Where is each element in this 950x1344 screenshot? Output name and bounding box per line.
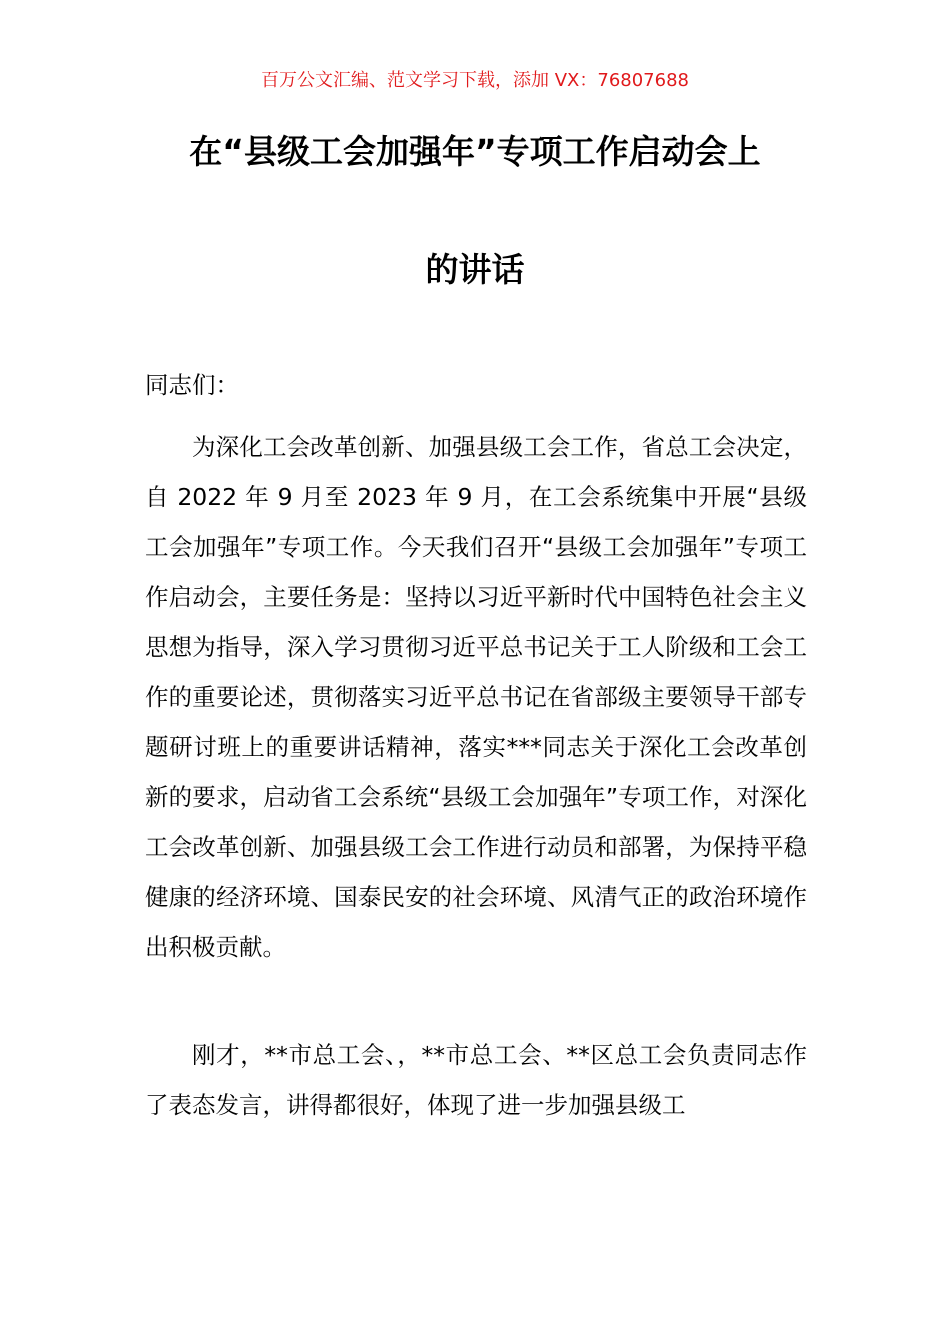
document-title-line-2: 的讲话 xyxy=(425,250,525,289)
paragraph-2: 刚才，**市总工会、，**市总工会、**区总工会负责同志作了表态发言，讲得都很好，体现了进一步加强县级工 xyxy=(145,1041,807,1119)
document-title-line-1: 在“县级工会加强年”专项工作启动会上 xyxy=(189,132,761,171)
salutation: 同志们： xyxy=(145,371,239,399)
paragraph-1: 为深化工会改革创新、加强县级工会工作，省总工会决定，自 2022 年 9 月至 2023 年 9 月，在工会系统集中开展“县级工会加强年”专项工作。今天我们召开“县级工会加强年”专项工作启动会，主要任务是：坚持以习近平新时代中国特色社会主义思想为指导，深入学习贯彻习近平总书记关于工人阶级和工会工作的重要论述，贯彻落实习近平总书记在省部级主要领导干部专题研讨班上的重要讲话精神，落实***同志关于深化工会改革创新的要求，启动省工会系统“县级工会加强年”专项工作，对深化工会改革创新、加强县级工会工作进行动员和部署，为保持平稳健康的经济环境、国泰民安的社会环境、风清气正的政治环境作出积极贡献。 xyxy=(145,433,807,961)
header-banner: 百万公文汇编、范文学习下载，添加 VX：76807688 xyxy=(261,70,689,91)
